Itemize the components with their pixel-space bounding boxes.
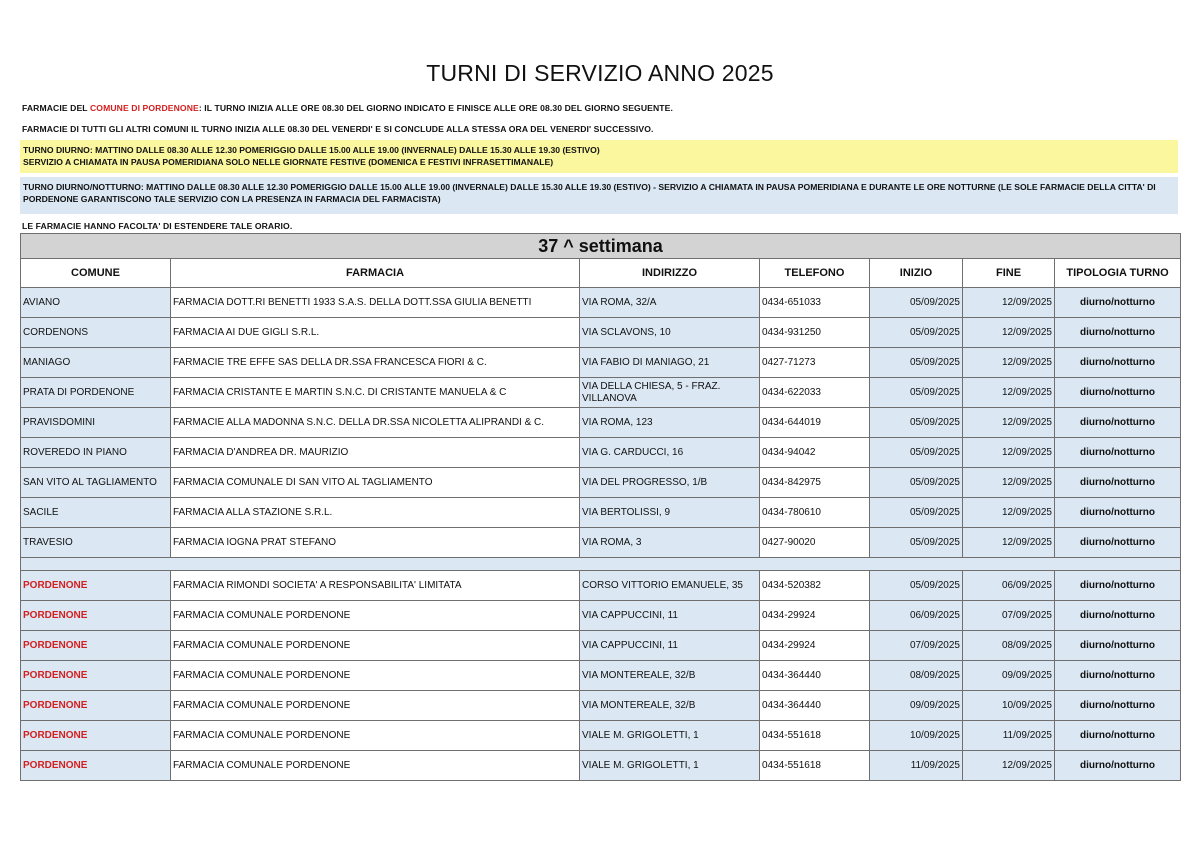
table-row <box>21 498 1181 528</box>
cell-comune: PORDENONE <box>21 631 171 661</box>
cell-farmacia: FARMACIA COMUNALE PORDENONE <box>171 661 580 691</box>
spacer-cell <box>21 558 1181 571</box>
table-row <box>21 721 1181 751</box>
cell-indirizzo: VIA SCLAVONS, 10 <box>580 318 760 348</box>
col-header-inizio: INIZIO <box>870 259 963 288</box>
col-header-fine: FINE <box>963 259 1055 288</box>
cell-inizio: 07/09/2025 <box>870 631 963 661</box>
turno-diurno-line2: SERVIZIO A CHIAMATA IN PAUSA POMERIDIANA SOLO NELLE GIORNATE FESTIVE (DOMENICA E FESTIVI INFRASETTIMANALE) <box>23 157 554 167</box>
cell-farmacia: FARMACIE TRE EFFE SAS DELLA DR.SSA FRANCESCA FIORI & C. <box>171 348 580 378</box>
turno-notturno-box: TURNO DIURNO/NOTTURNO: MATTINO DALLE 08.30 ALLE 12.30 POMERIGGIO DALLE 15.00 ALLE 19.00 (INVERNALE) DALLE 15.30 ALLE 19.30 (ESTIVO) - SERVIZIO A CHIAMATA IN PAUSA POMERIDIANA E DURANTE LE ORE NOTTURNE (LE SOLE FARMACIE DELLA CITTA' DI PORDENONE GARANTISCONO TALE SERVIZIO CON LA PRESENZA IN FARMACIA DEL FARMACISTA) <box>20 177 1178 214</box>
cell-telefono: 0434-842975 <box>760 468 870 498</box>
cell-farmacia: FARMACIE ALLA MADONNA S.N.C. DELLA DR.SSA NICOLETTA ALIPRANDI & C. <box>171 408 580 438</box>
cell-comune: PRAVISDOMINI <box>21 408 171 438</box>
cell-tipologia: diurno/notturno <box>1055 408 1181 438</box>
cell-fine: 12/09/2025 <box>963 318 1055 348</box>
cell-farmacia: FARMACIA COMUNALE PORDENONE <box>171 721 580 751</box>
cell-indirizzo: VIA DELLA CHIESA, 5 - FRAZ. VILLANOVA <box>580 378 760 408</box>
cell-telefono: 0434-551618 <box>760 721 870 751</box>
cell-telefono: 0434-780610 <box>760 498 870 528</box>
cell-telefono: 0434-29924 <box>760 631 870 661</box>
page-title: TURNI DI SERVIZIO ANNO 2025 <box>426 60 774 86</box>
cell-inizio: 05/09/2025 <box>870 438 963 468</box>
cell-farmacia: FARMACIA COMUNALE PORDENONE <box>171 751 580 781</box>
table-row <box>21 751 1181 781</box>
table-row <box>21 571 1181 601</box>
cell-indirizzo: VIA ROMA, 123 <box>580 408 760 438</box>
cell-telefono: 0434-94042 <box>760 438 870 468</box>
cell-telefono: 0427-71273 <box>760 348 870 378</box>
cell-farmacia: FARMACIA D'ANDREA DR. MAURIZIO <box>171 438 580 468</box>
cell-telefono: 0434-651033 <box>760 288 870 318</box>
table-row <box>21 528 1181 558</box>
table-row <box>21 661 1181 691</box>
cell-farmacia: FARMACIA COMUNALE DI SAN VITO AL TAGLIAMENTO <box>171 468 580 498</box>
cell-fine: 12/09/2025 <box>963 751 1055 781</box>
table-row <box>21 348 1181 378</box>
cell-comune: TRAVESIO <box>21 528 171 558</box>
cell-fine: 12/09/2025 <box>963 408 1055 438</box>
cell-fine: 12/09/2025 <box>963 348 1055 378</box>
cell-indirizzo: VIALE M. GRIGOLETTI, 1 <box>580 721 760 751</box>
note-pordenone-prefix: FARMACIE DEL <box>22 103 90 113</box>
week-label: 37 ^ settimana <box>21 234 1181 259</box>
col-header-telefono: TELEFONO <box>760 259 870 288</box>
cell-inizio: 09/09/2025 <box>870 691 963 721</box>
cell-farmacia: FARMACIA ALLA STAZIONE S.R.L. <box>171 498 580 528</box>
note-pordenone <box>22 103 673 113</box>
cell-fine: 12/09/2025 <box>963 438 1055 468</box>
cell-fine: 11/09/2025 <box>963 721 1055 751</box>
cell-tipologia: diurno/notturno <box>1055 498 1181 528</box>
cell-fine: 12/09/2025 <box>963 378 1055 408</box>
cell-fine: 09/09/2025 <box>963 661 1055 691</box>
cell-tipologia: diurno/notturno <box>1055 528 1181 558</box>
col-header-farmacia: FARMACIA <box>171 259 580 288</box>
cell-comune: MANIAGO <box>21 348 171 378</box>
section-spacer <box>21 558 1181 571</box>
cell-telefono: 0434-364440 <box>760 661 870 691</box>
cell-fine: 07/09/2025 <box>963 601 1055 631</box>
table-row <box>21 601 1181 631</box>
col-header-indirizzo: INDIRIZZO <box>580 259 760 288</box>
cell-inizio: 05/09/2025 <box>870 408 963 438</box>
cell-tipologia: diurno/notturno <box>1055 468 1181 498</box>
cell-tipologia: diurno/notturno <box>1055 378 1181 408</box>
table-row <box>21 468 1181 498</box>
table-row <box>21 691 1181 721</box>
cell-comune: PRATA DI PORDENONE <box>21 378 171 408</box>
cell-telefono: 0434-520382 <box>760 571 870 601</box>
header-row <box>21 259 1181 288</box>
cell-farmacia: FARMACIA DOTT.RI BENETTI 1933 S.A.S. DELLA DOTT.SSA GIULIA BENETTI <box>171 288 580 318</box>
cell-indirizzo: VIA ROMA, 32/A <box>580 288 760 318</box>
cell-indirizzo: VIA MONTEREALE, 32/B <box>580 661 760 691</box>
table-row <box>21 318 1181 348</box>
cell-telefono: 0434-644019 <box>760 408 870 438</box>
cell-comune: PORDENONE <box>21 601 171 631</box>
cell-tipologia: diurno/notturno <box>1055 318 1181 348</box>
turno-diurno-box <box>20 140 1178 173</box>
cell-indirizzo: VIA BERTOLISSI, 9 <box>580 498 760 528</box>
cell-telefono: 0434-622033 <box>760 378 870 408</box>
cell-tipologia: diurno/notturno <box>1055 691 1181 721</box>
cell-inizio: 05/09/2025 <box>870 348 963 378</box>
cell-indirizzo: VIALE M. GRIGOLETTI, 1 <box>580 751 760 781</box>
cell-tipologia: diurno/notturno <box>1055 631 1181 661</box>
cell-tipologia: diurno/notturno <box>1055 661 1181 691</box>
cell-comune: PORDENONE <box>21 721 171 751</box>
cell-comune: CORDENONS <box>21 318 171 348</box>
cell-indirizzo: CORSO VITTORIO EMANUELE, 35 <box>580 571 760 601</box>
cell-tipologia: diurno/notturno <box>1055 348 1181 378</box>
col-header-comune: COMUNE <box>21 259 171 288</box>
cell-fine: 10/09/2025 <box>963 691 1055 721</box>
cell-tipologia: diurno/notturno <box>1055 601 1181 631</box>
cell-inizio: 05/09/2025 <box>870 528 963 558</box>
cell-tipologia: diurno/notturno <box>1055 721 1181 751</box>
cell-inizio: 05/09/2025 <box>870 288 963 318</box>
cell-telefono: 0434-364440 <box>760 691 870 721</box>
table-row <box>21 631 1181 661</box>
cell-telefono: 0434-29924 <box>760 601 870 631</box>
cell-fine: 08/09/2025 <box>963 631 1055 661</box>
week-row <box>21 234 1181 259</box>
cell-inizio: 05/09/2025 <box>870 468 963 498</box>
cell-fine: 12/09/2025 <box>963 468 1055 498</box>
turni-table <box>20 233 1181 781</box>
note-other-comuni: FARMACIE DI TUTTI GLI ALTRI COMUNI IL TURNO INIZIA ALLE 08.30 DEL VENERDI' E SI CONCLUDE ALLA STESSA ORA DEL VENERDI' SUCCESSIVO. <box>22 124 654 134</box>
col-header-tipologia: TIPOLOGIA TURNO <box>1055 259 1181 288</box>
cell-indirizzo: VIA ROMA, 3 <box>580 528 760 558</box>
cell-fine: 06/09/2025 <box>963 571 1055 601</box>
cell-indirizzo: VIA G. CARDUCCI, 16 <box>580 438 760 468</box>
cell-fine: 12/09/2025 <box>963 498 1055 528</box>
cell-comune: ROVEREDO IN PIANO <box>21 438 171 468</box>
cell-inizio: 05/09/2025 <box>870 571 963 601</box>
cell-farmacia: FARMACIA COMUNALE PORDENONE <box>171 691 580 721</box>
cell-farmacia: FARMACIA CRISTANTE E MARTIN S.N.C. DI CRISTANTE MANUELA & C <box>171 378 580 408</box>
cell-farmacia: FARMACIA RIMONDI SOCIETA' A RESPONSABILITA' LIMITATA <box>171 571 580 601</box>
cell-inizio: 05/09/2025 <box>870 498 963 528</box>
cell-comune: SACILE <box>21 498 171 528</box>
turno-diurno-line1: TURNO DIURNO: MATTINO DALLE 08.30 ALLE 12.30 POMERIGGIO DALLE 15.00 ALLE 19.00 (INVERNALE) DALLE 15.30 ALLE 19.30 (ESTIVO) <box>23 145 600 155</box>
table-row <box>21 408 1181 438</box>
cell-farmacia: FARMACIA IOGNA PRAT STEFANO <box>171 528 580 558</box>
note-pordenone-highlight: COMUNE DI PORDENONE <box>90 103 199 113</box>
cell-inizio: 05/09/2025 <box>870 378 963 408</box>
cell-indirizzo: VIA FABIO DI MANIAGO, 21 <box>580 348 760 378</box>
cell-fine: 12/09/2025 <box>963 288 1055 318</box>
cell-tipologia: diurno/notturno <box>1055 288 1181 318</box>
note-pordenone-suffix: : IL TURNO INIZIA ALLE ORE 08.30 DEL GIORNO INDICATO E FINISCE ALLE ORE 08.30 DEL GIORNO SEGUENTE. <box>198 103 673 113</box>
cell-inizio: 08/09/2025 <box>870 661 963 691</box>
cell-farmacia: FARMACIA AI DUE GIGLI S.R.L. <box>171 318 580 348</box>
table-row <box>21 378 1181 408</box>
cell-comune: PORDENONE <box>21 751 171 781</box>
table-row <box>21 438 1181 468</box>
cell-indirizzo: VIA CAPPUCCINI, 11 <box>580 601 760 631</box>
note-facolta: LE FARMACIE HANNO FACOLTA' DI ESTENDERE TALE ORARIO. <box>22 221 293 231</box>
cell-indirizzo: VIA MONTEREALE, 32/B <box>580 691 760 721</box>
cell-indirizzo: VIA CAPPUCCINI, 11 <box>580 631 760 661</box>
cell-comune: SAN VITO AL TAGLIAMENTO <box>21 468 171 498</box>
cell-telefono: 0434-931250 <box>760 318 870 348</box>
cell-telefono: 0427-90020 <box>760 528 870 558</box>
cell-tipologia: diurno/notturno <box>1055 751 1181 781</box>
cell-farmacia: FARMACIA COMUNALE PORDENONE <box>171 601 580 631</box>
cell-telefono: 0434-551618 <box>760 751 870 781</box>
cell-farmacia: FARMACIA COMUNALE PORDENONE <box>171 631 580 661</box>
table-row <box>21 288 1181 318</box>
cell-inizio: 10/09/2025 <box>870 721 963 751</box>
cell-comune: PORDENONE <box>21 571 171 601</box>
cell-comune: PORDENONE <box>21 691 171 721</box>
cell-tipologia: diurno/notturno <box>1055 571 1181 601</box>
cell-comune: PORDENONE <box>21 661 171 691</box>
cell-inizio: 11/09/2025 <box>870 751 963 781</box>
cell-inizio: 05/09/2025 <box>870 318 963 348</box>
cell-indirizzo: VIA DEL PROGRESSO, 1/B <box>580 468 760 498</box>
cell-inizio: 06/09/2025 <box>870 601 963 631</box>
cell-comune: AVIANO <box>21 288 171 318</box>
cell-fine: 12/09/2025 <box>963 528 1055 558</box>
cell-tipologia: diurno/notturno <box>1055 438 1181 468</box>
